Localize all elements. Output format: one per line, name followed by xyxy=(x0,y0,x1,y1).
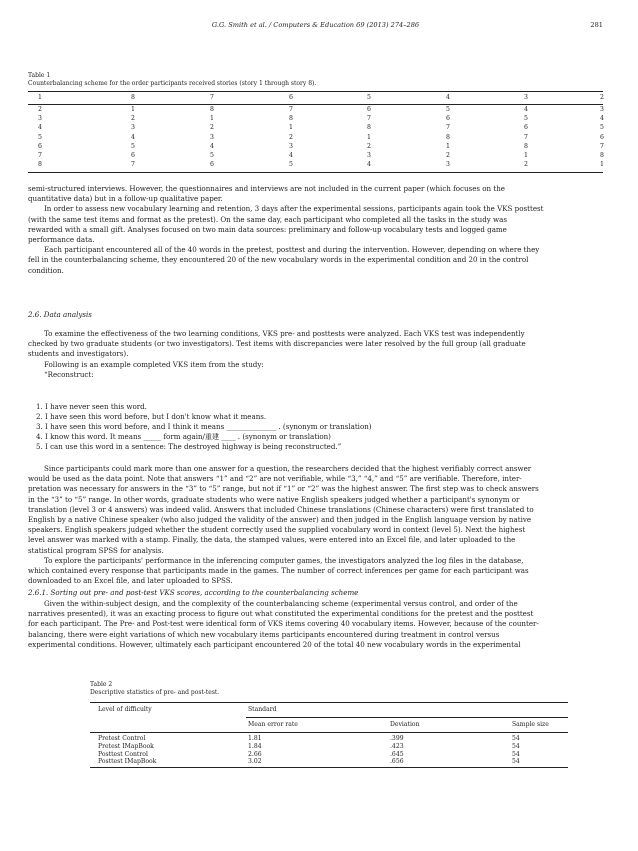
text-line: which contained every response that participants made in the games. The number of correct inferences per game for each participant was xyxy=(28,565,529,575)
table-cell: 3 xyxy=(524,94,528,101)
table2-col-standard: Standard xyxy=(248,706,277,713)
text-line: semi-structured interviews. However, the questionnaires and interviews are not included in the current paper (which focuses on the xyxy=(28,184,506,193)
text-line: speakers. English speakers judged whether the student correctly used the supplied vocabulary word in context (level 5). Next the highest xyxy=(28,525,526,535)
vks-example-list xyxy=(36,402,372,452)
table-cell: 3 xyxy=(210,133,214,141)
table1-header-row xyxy=(35,94,603,102)
text-line: experimental conditions. However, ultimately each participant encountered 20 of the total 40 new vocabulary words in the experimental xyxy=(28,639,521,649)
journal-citation: G.G. Smith et al. / Computers & Education 69 (2013) 274–286 xyxy=(211,21,420,29)
text-line: To examine the effectiveness of the two learning conditions, VKS pre- and posttests were analyzed. Each VKS test was independently xyxy=(44,329,525,338)
text-line: checked by two graduate students (or two investigators). Test items with discrepancies were later resolved by the full group (all graduate xyxy=(28,339,526,349)
running-head xyxy=(28,21,603,33)
table-row xyxy=(35,134,603,142)
text-line: in the “3” to “5” range. In other words, graduate students who were native English speakers judged whether a participant's synonym or xyxy=(28,494,520,504)
table-cell: 6 xyxy=(210,161,214,169)
table-cell: 8 xyxy=(289,115,293,123)
text-line: To explore the participants' performance in the inferencing computer games, the investigators analyzed the log files in the database, xyxy=(44,555,524,565)
text-line: students and investigators). xyxy=(28,349,129,359)
table-cell: 1 xyxy=(446,142,450,150)
list-item: 2. I have seen this word before, but I don't know what it means. xyxy=(36,412,267,421)
table-cell: 3 xyxy=(446,161,450,169)
table-cell: Pretest Control xyxy=(98,735,146,742)
table-cell: 54 xyxy=(512,750,520,758)
table-cell: Posttest IMapBook xyxy=(98,758,157,766)
text-line: quantitative data) but in a follow-up qualitative paper. xyxy=(28,194,223,204)
table-cell: 4 xyxy=(38,124,42,132)
text-line: Each participant encountered all of the 40 words in the pretest, posttest and during the intervention. However, depending on where they xyxy=(44,245,540,255)
table1-bottom-rule xyxy=(28,172,603,173)
table2-label: Table 2 xyxy=(90,681,113,688)
table-cell: 1 xyxy=(524,152,528,159)
table-cell: 2.66 xyxy=(248,750,262,758)
section-heading-2-6: 2.6. Data analysis xyxy=(28,310,92,319)
table-cell: 7 xyxy=(289,106,293,113)
text-line: fell in the counterbalancing scheme, they encountered 20 of the new vocabulary words in the experimental condition and 20 in the control xyxy=(28,255,529,265)
text-line: narratives presented), it was an exacting process to figure out what constituted the experimental conditions for the pretest and the posttest xyxy=(28,609,534,619)
table-cell: 7 xyxy=(367,115,371,123)
table2-bottom-rule xyxy=(90,767,568,768)
list-item: 3. I have seen this word before, and I think it means ______________ . (synonym or translation) xyxy=(36,422,372,431)
table-cell: 3 xyxy=(289,142,293,150)
table-cell: 7 xyxy=(446,124,450,132)
paragraph-1 xyxy=(28,184,603,276)
table-cell: 6 xyxy=(600,133,604,141)
table-cell: .423 xyxy=(390,742,404,750)
text-line: balancing, there were eight variations of which new vocabulary items participants encountered during treatment in control versus xyxy=(28,629,500,639)
table-cell: 8 xyxy=(600,152,604,159)
table-cell: Posttest Control xyxy=(98,750,148,758)
table-cell: 6 xyxy=(524,124,528,132)
text-line: for each participant. The Pre- and Post-test were identical form of VKS items covering 40 vocabulary items. However, because of the counter- xyxy=(28,619,539,629)
table-cell: 2 xyxy=(600,94,604,101)
table-cell: 2 xyxy=(524,161,528,169)
table-cell: 4 xyxy=(131,133,135,141)
list-item: 5. I can use this word in a sentence: The destroyed highway is being reconstructed.” xyxy=(36,442,342,451)
table-cell: 8 xyxy=(446,133,450,141)
page-number: 281 xyxy=(590,21,603,29)
text-line: (with the same test items and format as the pretest). On the same day, each participant who completed all the tasks in the study was xyxy=(28,214,507,224)
table-cell: 7 xyxy=(38,152,42,159)
table2-col-mean: Mean error rate xyxy=(248,721,298,728)
table-cell: 2 xyxy=(446,152,450,159)
table-cell: 6 xyxy=(38,142,42,150)
table2-header-rule xyxy=(90,732,568,733)
table2-col-deviation: Deviation xyxy=(390,721,420,728)
table-cell: 5 xyxy=(600,124,604,132)
section-heading-2-6-1: 2.6.1. Sorting out pre- and post-test VKS scores, according to the counterbalancing scheme xyxy=(28,588,359,597)
text-line: statistical program SPSS for analysis. xyxy=(28,545,164,555)
table1-header-rule xyxy=(28,104,603,105)
table-cell: .645 xyxy=(390,750,404,758)
table-cell: 5 xyxy=(131,142,135,150)
table-cell: 3.02 xyxy=(248,758,262,766)
table-cell: 6 xyxy=(367,106,371,113)
table-cell: 4 xyxy=(446,94,450,101)
table-cell: 8 xyxy=(38,161,42,169)
text-line: level answer was marked with a stamp. Finally, the data, the stamped values, were entered into an Excel file, and later uploaded to the xyxy=(28,535,516,545)
table-cell: 1.84 xyxy=(248,742,262,750)
list-item: 1. I have never seen this word. xyxy=(36,402,147,411)
table-row xyxy=(35,106,603,114)
table2-col-level: Level of difficulty xyxy=(98,706,152,713)
table-cell: 5 xyxy=(524,115,528,123)
table-cell: 5 xyxy=(210,152,214,159)
table-row xyxy=(35,161,603,169)
table-cell: 3 xyxy=(367,152,371,159)
text-line: pretation was necessary for answers in the “3” to “5” range, but not if “1” or “2” was the highest answer. The first step was to check answers xyxy=(28,484,539,494)
table-cell: .399 xyxy=(390,735,404,742)
text-line: would be used as the data point. Note that answers “1” and “2” are not verifiable, while “3,” “4,” and “5” are verifiable. Therefore, inter- xyxy=(28,474,522,484)
table1-caption: Counterbalancing scheme for the order participants received stories (story 1 through story 8). xyxy=(28,80,317,87)
table-cell: 4 xyxy=(367,161,371,169)
paragraph-2 xyxy=(28,329,603,380)
text-line: English by a native Chinese speaker (who also judged the validity of the answer) and then judged in the English language version by native xyxy=(28,514,532,524)
table-cell: 8 xyxy=(367,124,371,132)
table-cell: 7 xyxy=(210,94,214,101)
table-cell: 2 xyxy=(210,124,214,132)
table-cell: 7 xyxy=(131,161,135,169)
table-row xyxy=(35,115,603,123)
text-line: translation (level 3 or 4 answers) was indeed valid. Answers that included Chinese translations (Chinese characters) were first translated to xyxy=(28,504,534,514)
table-cell: 1.81 xyxy=(248,735,262,742)
table-cell: 5 xyxy=(38,133,42,141)
table-cell: 54 xyxy=(512,742,520,750)
table-cell: 4 xyxy=(524,106,528,113)
table-cell: 2 xyxy=(289,133,293,141)
table-cell: 6 xyxy=(289,94,293,101)
table-cell: 1 xyxy=(38,94,42,101)
table-cell: 1 xyxy=(367,133,371,141)
table-cell: 3 xyxy=(38,115,42,123)
table-cell: 3 xyxy=(600,106,604,113)
table-cell: 4 xyxy=(210,142,214,150)
table-row xyxy=(35,143,603,151)
table-cell: 4 xyxy=(600,115,604,123)
table-cell: 1 xyxy=(289,124,293,132)
table-cell: .656 xyxy=(390,758,404,766)
text-line: downloaded to an Excel file, and later uploaded to SPSS. xyxy=(28,576,233,586)
table-cell: Pretest IMapBook xyxy=(98,742,154,750)
table2-span-rule xyxy=(246,717,568,718)
text-line: condition. xyxy=(28,265,64,275)
table2-caption: Descriptive statistics of pre- and post-test. xyxy=(90,689,220,696)
paragraph-4 xyxy=(28,599,603,650)
table-cell: 2 xyxy=(131,115,135,123)
table2-top-rule xyxy=(90,702,568,703)
table-cell: 8 xyxy=(210,106,214,113)
table-cell: 5 xyxy=(289,161,293,169)
table1-top-rule xyxy=(28,91,603,92)
text-line: performance data. xyxy=(28,234,95,244)
text-line: Since participants could mark more than one answer for a question, the researchers decided that the highest verifiably correct answer xyxy=(44,464,532,473)
table-cell: 6 xyxy=(131,152,135,159)
table-cell: 6 xyxy=(446,115,450,123)
table-row xyxy=(35,124,603,132)
table-cell: 2 xyxy=(38,106,42,113)
text-line: Given the within-subject design, and the complexity of the counterbalancing scheme (experimental versus control, and order of the xyxy=(44,599,518,608)
table-cell: 7 xyxy=(600,142,604,150)
table2-col-sample: Sample size xyxy=(512,721,549,728)
table-cell: 54 xyxy=(512,758,520,766)
text-line: In order to assess new vocabulary learning and retention, 3 days after the experimental sessions, participants again took the VKS posttest xyxy=(44,204,544,214)
table-cell: 4 xyxy=(289,152,293,159)
table-row xyxy=(35,152,603,160)
table-cell: 8 xyxy=(131,94,135,101)
table-cell: 1 xyxy=(131,106,135,113)
text-line: Following is an example completed VKS item from the study: xyxy=(44,359,264,369)
table-cell: 3 xyxy=(131,124,135,132)
table-cell: 7 xyxy=(524,133,528,141)
table-cell: 5 xyxy=(446,106,450,113)
table1-label: Table 1 xyxy=(28,72,51,79)
paragraph-3 xyxy=(28,464,603,586)
table-cell: 54 xyxy=(512,735,520,742)
list-item: 4. I know this word. It means _____ form again/重建 ____ . (synonym or translation) xyxy=(36,432,331,441)
table-cell: 1 xyxy=(210,115,214,123)
text-line: rewarded with a small gift. Analyses focused on two main data sources: preliminary and follow-up vocabulary tests and logged game xyxy=(28,224,507,234)
text-line: “Reconstruct: xyxy=(44,369,94,379)
table-cell: 2 xyxy=(367,142,371,150)
table-cell: 5 xyxy=(367,94,371,101)
table-cell: 8 xyxy=(524,142,528,150)
table-cell: 1 xyxy=(600,161,604,169)
